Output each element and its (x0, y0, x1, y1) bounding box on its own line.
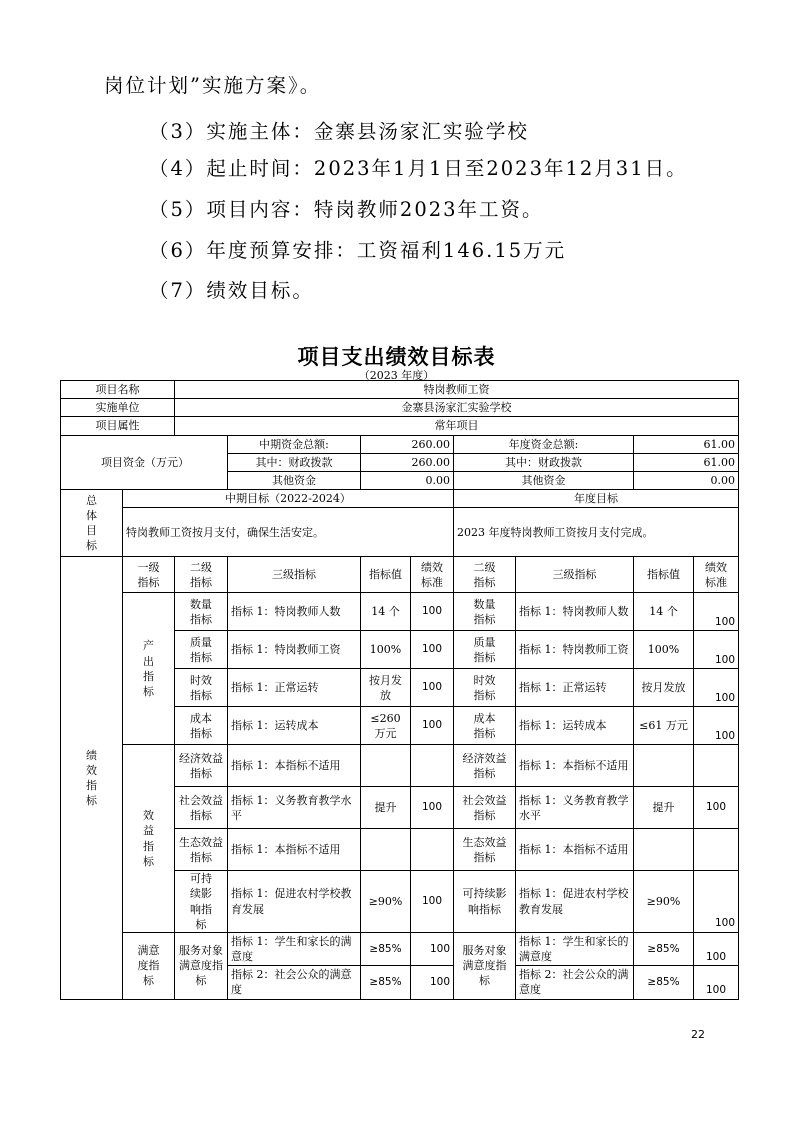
row-year-l3: 指标 1：运转成本 (516, 707, 634, 745)
row-year-l3: 指标 1：特岗教师工资 (516, 631, 634, 669)
row-l3: 指标 1：义务教育教学水平 (228, 787, 361, 829)
col-l3-header: 三级指标 (228, 557, 361, 593)
row-l3: 指标 1：特岗教师人数 (228, 593, 361, 631)
row-l3: 指标 1：正常运转 (228, 669, 361, 707)
para-4: （5）项目内容：特岗教师2023年工资。 (149, 198, 544, 221)
row-l2: 数量指标 (175, 593, 228, 631)
attr-label: 项目属性 (61, 417, 175, 435)
row-value: ≥85% (361, 966, 411, 999)
row-std: 100 (411, 631, 454, 669)
row-l3: 指标 1：本指标不适用 (228, 829, 361, 871)
row-year-value: 14 个 (634, 593, 694, 631)
row-year-std: 100 (694, 966, 739, 999)
col-year-l3-header: 三级指标 (516, 557, 634, 593)
row-std: 100 (411, 707, 454, 745)
table-subtitle: （2023 年度） (358, 369, 435, 382)
row-value: ≤260 万元 (361, 707, 411, 745)
row-year-value: ≥85% (634, 966, 694, 999)
satisfaction-label: 满意度指标 (123, 932, 175, 999)
row-year-l2: 数量指标 (454, 593, 516, 631)
row-year-value: 按月发放 (634, 669, 694, 707)
row-year-l2: 生态效益指标 (454, 829, 516, 871)
row-std: 100 (411, 593, 454, 631)
para-1: 岗位计划”实施方案》。 (104, 74, 322, 97)
para-2: （3）实施主体：金寨县汤家汇实验学校 (149, 120, 529, 143)
row-year-std: 100 (694, 871, 739, 933)
row-l2: 经济效益指标 (175, 745, 228, 787)
row-l3: 指标 1：学生和家长的满意度 (228, 932, 361, 965)
row-year-std (694, 829, 739, 871)
row-value (361, 745, 411, 787)
row-project-name (61, 381, 739, 399)
row-l2: 生态效益指标 (175, 829, 228, 871)
mid-fiscal-label: 其中：财政拨款 (228, 453, 361, 471)
indicator-row (61, 932, 739, 965)
row-value: ≥90% (361, 871, 411, 933)
row-year-std (694, 745, 739, 787)
unit-label: 实施单位 (61, 399, 175, 417)
row-year-value: 100% (634, 631, 694, 669)
row-l3: 指标 1：促进农村学校教育发展 (228, 871, 361, 933)
para-5: （6）年度预算安排：工资福利146.15万元 (149, 239, 567, 262)
output-label: 产出指标 (123, 593, 175, 745)
row-std (411, 829, 454, 871)
row-goals-text (61, 508, 739, 557)
row-l2: 成本指标 (175, 707, 228, 745)
row-year-l2: 质量指标 (454, 631, 516, 669)
row-value: 提升 (361, 787, 411, 829)
row-year-l3: 指标 1：促进农村学校教育发展 (516, 871, 634, 933)
row-year-l3: 指标 2：社会公众的满意度 (516, 966, 634, 999)
goals-mid-text: 特岗教师工资按月支付，确保生活安定。 (123, 508, 454, 557)
row-year-std: 100 (694, 669, 739, 707)
col-year-std-header: 绩效标准 (694, 557, 739, 593)
mid-total-label: 中期资金总额: (228, 435, 361, 453)
row-std: 100 (411, 787, 454, 829)
row-year-l2: 成本指标 (454, 707, 516, 745)
row-std: 100 (411, 871, 454, 933)
row-unit (61, 399, 739, 417)
mid-total-value: 260.00 (361, 435, 454, 453)
row-l3: 指标 2：社会公众的满意度 (228, 966, 361, 999)
indicators-label: 绩效指标 (61, 557, 123, 999)
row-year-l3: 指标 1：学生和家长的满意度 (516, 932, 634, 965)
unit-value: 金寨县汤家汇实验学校 (175, 399, 739, 417)
funds-label: 项目资金（万元） (61, 435, 228, 490)
row-std (411, 745, 454, 787)
indicator-row (61, 745, 739, 787)
row-value (361, 829, 411, 871)
col-year-value-header: 指标值 (634, 557, 694, 593)
row-year-l2: 可持续影响指标 (454, 871, 516, 933)
row-year-l3: 指标 1：正常运转 (516, 669, 634, 707)
col-l1-header: 一级指标 (123, 557, 175, 593)
project-name-value: 特岗教师工资 (175, 381, 739, 399)
year-total-label: 年度资金总额: (454, 435, 634, 453)
year-fiscal-value: 61.00 (634, 453, 739, 471)
attr-value: 常年项目 (175, 417, 739, 435)
row-year-std: 100 (694, 787, 739, 829)
row-year-l3: 指标 1：特岗教师人数 (516, 593, 634, 631)
row-year-value: ≤61 万元 (634, 707, 694, 745)
year-total-value: 61.00 (634, 435, 739, 453)
row-year-value (634, 745, 694, 787)
row-value: 14 个 (361, 593, 411, 631)
row-year-l2: 经济效益指标 (454, 745, 516, 787)
row-std: 100 (411, 669, 454, 707)
row-l2: 服务对象满意度指标 (175, 932, 228, 999)
row-std: 100 (411, 932, 454, 965)
mid-fiscal-value: 260.00 (361, 453, 454, 471)
row-year-std: 100 (694, 631, 739, 669)
row-goals-header (61, 490, 739, 508)
col-value-header: 指标值 (361, 557, 411, 593)
row-l2: 社会效益指标 (175, 787, 228, 829)
row-attr (61, 417, 739, 435)
mid-other-value: 0.00 (361, 471, 454, 489)
goals-year-text: 2023 年度特岗教师工资按月支付完成。 (454, 508, 739, 557)
year-other-value: 0.00 (634, 471, 739, 489)
mid-other-label: 其他资金 (228, 471, 361, 489)
row-year-l3: 指标 1：义务教育教学水平 (516, 787, 634, 829)
performance-table (60, 380, 739, 1000)
row-year-std: 100 (694, 707, 739, 745)
row-l2: 可持续影响指标 (175, 871, 228, 933)
indicator-row (61, 593, 739, 631)
project-name-label: 项目名称 (61, 381, 175, 399)
row-l3: 指标 1：本指标不适用 (228, 745, 361, 787)
row-year-l2: 服务对象满意度指标 (454, 932, 516, 999)
col-year-l2-header: 二级指标 (454, 557, 516, 593)
goals-label: 总体目标 (61, 490, 123, 557)
year-fiscal-label: 其中：财政拨款 (454, 453, 634, 471)
row-l3: 指标 1：运转成本 (228, 707, 361, 745)
row-indicator-header (61, 557, 739, 593)
goals-year-header: 年度目标 (454, 490, 739, 508)
row-year-value: 提升 (634, 787, 694, 829)
row-year-std: 100 (694, 932, 739, 965)
col-std-header: 绩效标准 (411, 557, 454, 593)
row-year-value: ≥90% (634, 871, 694, 933)
para-3: （4）起止时间：2023年1月1日至2023年12月31日。 (149, 157, 688, 180)
row-funds-1 (61, 435, 739, 453)
row-value: ≥85% (361, 932, 411, 965)
row-std: 100 (411, 966, 454, 999)
row-l3: 指标 1：特岗教师工资 (228, 631, 361, 669)
row-year-value: ≥85% (634, 932, 694, 965)
row-year-l3: 指标 1：本指标不适用 (516, 745, 634, 787)
table-title: 项目支出绩效目标表 (297, 345, 496, 369)
row-l2: 时效指标 (175, 669, 228, 707)
row-year-std: 100 (694, 593, 739, 631)
row-value: 按月发放 (361, 669, 411, 707)
row-year-l2: 时效指标 (454, 669, 516, 707)
page-number: 22 (691, 1028, 705, 1041)
row-year-value (634, 829, 694, 871)
year-other-label: 其他资金 (454, 471, 634, 489)
row-value: 100% (361, 631, 411, 669)
col-l2-header: 二级指标 (175, 557, 228, 593)
benefit-label: 效益指标 (123, 745, 175, 933)
row-year-l2: 社会效益指标 (454, 787, 516, 829)
goals-mid-header: 中期目标（2022-2024） (123, 490, 454, 508)
row-year-l3: 指标 1：本指标不适用 (516, 829, 634, 871)
row-l2: 质量指标 (175, 631, 228, 669)
para-6: （7）绩效目标。 (149, 279, 314, 302)
